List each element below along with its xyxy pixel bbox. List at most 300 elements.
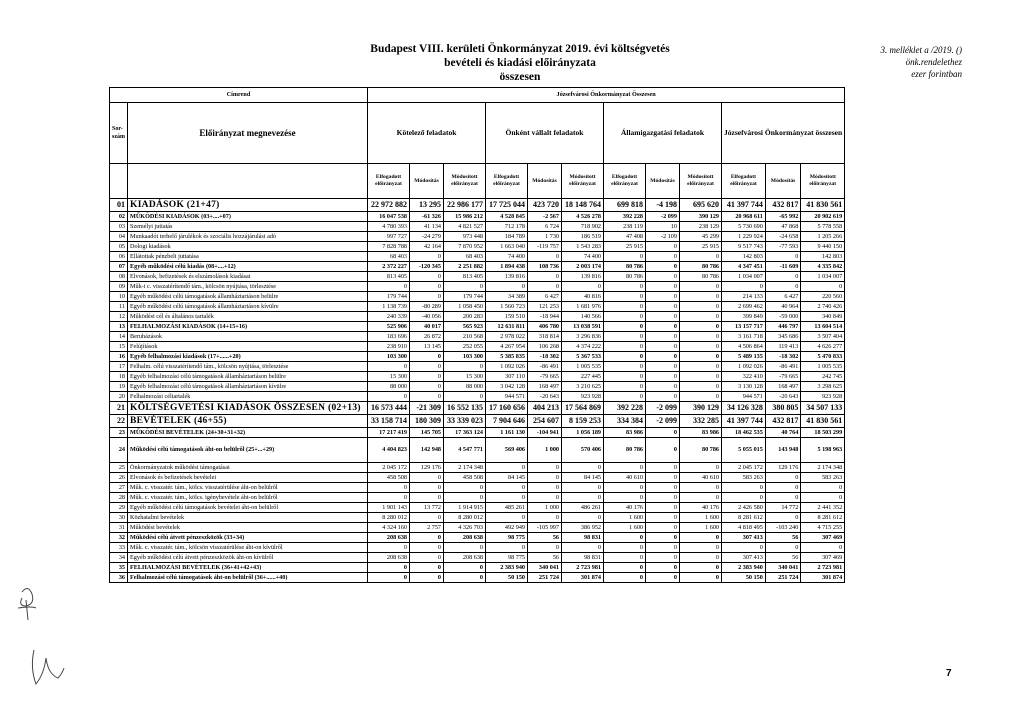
value-cell: -18 944	[528, 312, 562, 322]
value-cell: 9 440 150	[801, 242, 845, 252]
value-cell: 1 205 266	[801, 232, 845, 242]
value-cell: 80 786	[680, 272, 722, 282]
value-cell: 5 470 833	[801, 352, 845, 362]
sub-header: Módosítás	[410, 164, 444, 199]
value-cell: 18 148 764	[562, 199, 604, 212]
value-cell: 944 571	[722, 392, 766, 402]
value-cell: 1 138 739	[368, 302, 410, 312]
row-label: Elvonások, befizetések és elszámolások kiadásai	[128, 272, 368, 282]
value-cell: 34 389	[486, 292, 528, 302]
value-cell: 47 868	[765, 222, 800, 232]
value-cell: 583 263	[722, 473, 766, 483]
row-number: 28	[110, 493, 128, 503]
value-cell: 0	[680, 252, 722, 262]
value-cell: 5 778 558	[801, 222, 845, 232]
value-cell: 40 176	[604, 503, 646, 513]
value-cell: 41 397 744	[722, 199, 766, 212]
row-label: Egyéb működési célú támogatások bevételei áht-on belülről	[128, 503, 368, 513]
value-cell: 0	[646, 262, 680, 272]
value-cell: 4 347 451	[722, 262, 766, 272]
value-cell: 0	[604, 553, 646, 563]
value-cell: 140 566	[562, 312, 604, 322]
value-cell: 1 229 924	[722, 232, 766, 242]
value-cell: 143 948	[765, 438, 800, 463]
value-cell: 15 300	[368, 372, 410, 382]
table-row	[110, 428, 845, 438]
value-cell: 0	[646, 312, 680, 322]
value-cell: -79 665	[765, 372, 800, 382]
value-cell: 0	[562, 493, 604, 503]
value-cell: 0	[604, 312, 646, 322]
value-cell: 17 160 656	[486, 402, 528, 415]
value-cell: -18 302	[528, 352, 562, 362]
value-cell: 40 017	[410, 322, 444, 332]
value-cell: 0	[444, 392, 486, 402]
value-cell: 34 126 328	[722, 402, 766, 415]
value-cell: 0	[368, 493, 410, 503]
value-cell: 1 000	[528, 438, 562, 463]
row-number: 33	[110, 543, 128, 553]
value-cell: 1 005 535	[801, 362, 845, 372]
page-number: 7	[946, 668, 952, 679]
value-cell: 0	[604, 543, 646, 553]
value-cell: 40 610	[604, 473, 646, 483]
value-cell: 0	[646, 242, 680, 252]
value-cell: 0	[646, 332, 680, 342]
value-cell: 0	[368, 563, 410, 573]
row-label: Felújítások	[128, 342, 368, 352]
row-label: Egyéb működési célú kiadás (08+....+12)	[128, 262, 368, 272]
value-cell: 0	[410, 252, 444, 262]
sub-header: Elfogadott előirányzat	[368, 164, 410, 199]
value-cell: 1 681 976	[562, 302, 604, 312]
value-cell: 0	[646, 362, 680, 372]
value-cell: -21 309	[410, 402, 444, 415]
value-cell: -79 665	[528, 372, 562, 382]
value-cell: 0	[680, 483, 722, 493]
value-cell: 83 986	[604, 428, 646, 438]
value-cell: 446 797	[765, 322, 800, 332]
value-cell: 0	[646, 292, 680, 302]
value-cell: 0	[604, 282, 646, 292]
row-label: Munkaadót terhelő járulékok és szociális hozzájárulási adó	[128, 232, 368, 242]
value-cell: 0	[680, 563, 722, 573]
value-cell: 1 056 189	[562, 428, 604, 438]
value-cell: 2 383 940	[486, 563, 528, 573]
value-cell: 74 400	[562, 252, 604, 262]
value-cell: 390 129	[680, 402, 722, 415]
value-cell: 108 736	[528, 262, 562, 272]
value-cell: 17 363 124	[444, 428, 486, 438]
value-cell: 15 986 212	[444, 212, 486, 222]
value-cell: -103 240	[765, 523, 800, 533]
value-cell: 26 872	[410, 332, 444, 342]
value-cell: 0	[368, 282, 410, 292]
value-cell: 2 045 172	[368, 463, 410, 473]
value-cell: 4 374 222	[562, 342, 604, 352]
value-cell: 6 427	[765, 292, 800, 302]
row-label: KIADÁSOK (21+47)	[128, 199, 368, 212]
value-cell: 334 384	[604, 415, 646, 428]
value-cell: 0	[604, 573, 646, 583]
table-row	[110, 473, 845, 483]
value-cell: 0	[680, 312, 722, 322]
value-cell: 80 786	[604, 272, 646, 282]
value-cell: 1 543 283	[562, 242, 604, 252]
value-cell: 0	[646, 342, 680, 352]
value-cell: 80 786	[680, 262, 722, 272]
value-cell: 184 789	[486, 232, 528, 242]
value-cell: 159 510	[486, 312, 528, 322]
value-cell: 183 696	[368, 332, 410, 342]
value-cell: 6 427	[528, 292, 562, 302]
blank-cell	[110, 164, 128, 199]
value-cell: -2 099	[646, 402, 680, 415]
table-row	[110, 242, 845, 252]
value-cell: 0	[528, 543, 562, 553]
row-label: BEVÉTELEK (46+55)	[128, 415, 368, 428]
value-cell: 13 604 514	[801, 322, 845, 332]
value-cell: 14 772	[765, 503, 800, 513]
row-label: Egyéb működési célú átvett pénzeszközök áht-on kívülről	[128, 553, 368, 563]
value-cell: 3 161 718	[722, 332, 766, 342]
value-cell: -77 593	[765, 242, 800, 252]
value-cell: 0	[604, 332, 646, 342]
value-cell: 45 299	[680, 232, 722, 242]
value-cell: 1 914 915	[444, 503, 486, 513]
value-cell: 0	[765, 483, 800, 493]
value-cell: 18 503 299	[801, 428, 845, 438]
value-cell: 0	[368, 573, 410, 583]
value-cell: 84 145	[486, 473, 528, 483]
value-cell: 944 571	[486, 392, 528, 402]
value-cell: 3 298 625	[801, 382, 845, 392]
table-row	[110, 563, 845, 573]
table-row	[110, 252, 845, 262]
row-label: Egyéb felhalmozási kiadások (17+......+20)	[128, 352, 368, 362]
value-cell: 570 406	[562, 438, 604, 463]
value-cell: -119 757	[528, 242, 562, 252]
row-label: Működési célú átvett pénzeszközök (33+34)	[128, 533, 368, 543]
value-cell: 0	[646, 438, 680, 463]
value-cell: -20 643	[765, 392, 800, 402]
value-cell: 0	[604, 533, 646, 543]
value-cell: 0	[410, 533, 444, 543]
value-cell: 180 309	[410, 415, 444, 428]
value-cell: 0	[680, 463, 722, 473]
value-cell: 0	[410, 473, 444, 483]
row-label: Működési cél és általános tartalék	[128, 312, 368, 322]
value-cell: 8 280 012	[444, 513, 486, 523]
value-cell: 83 986	[680, 428, 722, 438]
value-cell: 25 915	[680, 242, 722, 252]
value-cell: 0	[646, 573, 680, 583]
value-cell: 0	[444, 573, 486, 583]
value-cell: 2 723 981	[801, 563, 845, 573]
table-row	[110, 402, 845, 415]
value-cell: 41 397 744	[722, 415, 766, 428]
value-cell: 0	[680, 382, 722, 392]
value-cell: 0	[801, 543, 845, 553]
value-cell: 0	[444, 362, 486, 372]
value-cell: 5 489 135	[722, 352, 766, 362]
value-cell: 432 817	[765, 415, 800, 428]
table-row	[110, 342, 845, 352]
value-cell: 2 003 174	[562, 262, 604, 272]
col-cimrend: Címrend	[110, 88, 368, 103]
sub-header: Elfogadott előirányzat	[604, 164, 646, 199]
value-cell: 254 607	[528, 415, 562, 428]
table-row	[110, 352, 845, 362]
value-cell: 17 564 869	[562, 402, 604, 415]
value-cell: 307 413	[722, 533, 766, 543]
value-cell: 3 042 128	[486, 382, 528, 392]
value-cell: -65 992	[765, 212, 800, 222]
row-label: FELHALMOZÁSI KIADÁSOK (14+15+16)	[128, 322, 368, 332]
value-cell: 492 949	[486, 523, 528, 533]
value-cell: 0	[604, 252, 646, 262]
value-cell: 0	[368, 543, 410, 553]
value-cell: 0	[410, 573, 444, 583]
value-cell: 0	[680, 352, 722, 362]
value-cell: 301 874	[562, 573, 604, 583]
value-cell: 340 041	[528, 563, 562, 573]
row-number: 02	[110, 212, 128, 222]
row-label: Felhalmozási céltartalék	[128, 392, 368, 402]
table-row	[110, 222, 845, 232]
value-cell: 0	[604, 392, 646, 402]
value-cell: 4 821 527	[444, 222, 486, 232]
value-cell: 12 631 811	[486, 322, 528, 332]
sub-header: Elfogadott előirányzat	[486, 164, 528, 199]
value-cell: 0	[646, 352, 680, 362]
value-cell: 4 267 954	[486, 342, 528, 352]
value-cell: 0	[722, 493, 766, 503]
value-cell: 0	[528, 272, 562, 282]
value-cell: 4 526 278	[562, 212, 604, 222]
table-row	[110, 553, 845, 563]
value-cell: -40 056	[410, 312, 444, 322]
value-cell: 0	[410, 272, 444, 282]
sub-header: Elfogadott előirányzat	[722, 164, 766, 199]
value-cell: 712 178	[486, 222, 528, 232]
annex-line-1: 3. melléklet a /2019. ()	[880, 45, 962, 55]
value-cell: -4 198	[646, 199, 680, 212]
table-row	[110, 199, 845, 212]
row-number: 31	[110, 523, 128, 533]
value-cell: 0	[646, 302, 680, 312]
value-cell: 0	[765, 543, 800, 553]
value-cell: 34 507 133	[801, 402, 845, 415]
value-cell: 80 786	[604, 438, 646, 463]
row-number: 21	[110, 402, 128, 415]
table-row	[110, 272, 845, 282]
table-row	[110, 382, 845, 392]
value-cell: 525 906	[368, 322, 410, 332]
row-number: 36	[110, 573, 128, 583]
value-cell: 1 560 723	[486, 302, 528, 312]
value-cell: 0	[486, 483, 528, 493]
value-cell: 41 830 561	[801, 415, 845, 428]
sub-header: Módosított előirányzat	[680, 164, 722, 199]
value-cell: 3 210 625	[562, 382, 604, 392]
value-cell: 322 410	[722, 372, 766, 382]
value-cell: 0	[528, 513, 562, 523]
value-cell: 0	[604, 493, 646, 503]
row-label: FELHALMOZÁSI BEVÉTELEK (36+41+42+43)	[128, 563, 368, 573]
value-cell: 208 638	[368, 553, 410, 563]
value-cell: 0	[801, 483, 845, 493]
row-label: MŰKÖDÉSI KIADÁSOK (03+....+07)	[128, 212, 368, 222]
value-cell: 74 400	[486, 252, 528, 262]
value-cell: 0	[410, 282, 444, 292]
value-cell: 1 092 026	[486, 362, 528, 372]
value-cell: 16 552 135	[444, 402, 486, 415]
row-number: 32	[110, 533, 128, 543]
value-cell: 0	[646, 463, 680, 473]
value-cell: 13 772	[410, 503, 444, 513]
value-cell: 6 724	[528, 222, 562, 232]
value-cell: 0	[562, 463, 604, 473]
value-cell: 16 573 444	[368, 402, 410, 415]
value-cell: 0	[646, 372, 680, 382]
value-cell: 380 805	[765, 402, 800, 415]
value-cell: 22 972 882	[368, 199, 410, 212]
value-cell: -2 099	[646, 212, 680, 222]
row-label: Ellátottak pénzbeli juttatása	[128, 252, 368, 262]
value-cell: -61 326	[410, 212, 444, 222]
row-label: Felhalmozási célú támogatások áht-on belülről (36+......+40)	[128, 573, 368, 583]
value-cell: 699 818	[604, 199, 646, 212]
table-row	[110, 543, 845, 553]
sub-header: Módosított előirányzat	[801, 164, 845, 199]
table-row	[110, 362, 845, 372]
value-cell: 0	[680, 372, 722, 382]
value-cell: 386 952	[562, 523, 604, 533]
value-cell: 0	[562, 282, 604, 292]
value-cell: 1 901 143	[368, 503, 410, 513]
value-cell: 332 285	[680, 415, 722, 428]
row-number: 13	[110, 322, 128, 332]
value-cell: 0	[604, 563, 646, 573]
value-cell: 238 910	[368, 342, 410, 352]
value-cell: 0	[646, 533, 680, 543]
value-cell: 251 724	[528, 573, 562, 583]
value-cell: 129 176	[410, 463, 444, 473]
value-cell: 40 964	[765, 302, 800, 312]
value-cell: 0	[604, 463, 646, 473]
value-cell: 0	[646, 503, 680, 513]
value-cell: 0	[604, 372, 646, 382]
value-cell: 208 638	[444, 533, 486, 543]
value-cell: 399 849	[722, 312, 766, 322]
value-cell: 301 874	[801, 573, 845, 583]
value-cell: 0	[410, 292, 444, 302]
value-cell: -2 567	[528, 212, 562, 222]
value-cell: 168 497	[765, 382, 800, 392]
value-cell: 404 213	[528, 402, 562, 415]
row-number: 20	[110, 392, 128, 402]
value-cell: 0	[680, 282, 722, 292]
value-cell: -80 289	[410, 302, 444, 312]
value-cell: 98 831	[562, 533, 604, 543]
value-cell: 13 145	[410, 342, 444, 352]
value-cell: -120 345	[410, 262, 444, 272]
value-cell: 98 775	[486, 553, 528, 563]
value-cell: 4 335 842	[801, 262, 845, 272]
row-number: 19	[110, 382, 128, 392]
row-label: Műk-i c. visszatérítendő tám., kölcsön nyújtása, törlesztése	[128, 282, 368, 292]
value-cell: 0	[646, 563, 680, 573]
value-cell: 0	[444, 483, 486, 493]
value-cell: 7 828 788	[368, 242, 410, 252]
value-cell: 145 705	[410, 428, 444, 438]
value-cell: 252 055	[444, 342, 486, 352]
row-number: 25	[110, 463, 128, 473]
value-cell: 88 000	[444, 382, 486, 392]
value-cell: 0	[765, 252, 800, 262]
value-cell: 142 803	[801, 252, 845, 262]
value-cell: 0	[562, 483, 604, 493]
value-cell: 1 000	[528, 503, 562, 513]
value-cell: 0	[680, 342, 722, 352]
blank-cell	[128, 164, 368, 199]
table-row	[110, 513, 845, 523]
table-row	[110, 463, 845, 473]
value-cell: 4 780 393	[368, 222, 410, 232]
value-cell: 168 497	[528, 382, 562, 392]
row-number: 09	[110, 282, 128, 292]
row-number: 07	[110, 262, 128, 272]
row-number: 10	[110, 292, 128, 302]
value-cell: -24 658	[765, 232, 800, 242]
row-label: MŰKÖDÉSI BEVÉTELEK (24+30+31+32)	[128, 428, 368, 438]
value-cell: 813 405	[444, 272, 486, 282]
value-cell: 0	[680, 493, 722, 503]
value-cell: 569 406	[486, 438, 528, 463]
col-group-total: Józsefvárosi Önkormányzat Összesen	[368, 88, 845, 103]
value-cell: 88 000	[368, 382, 410, 392]
value-cell: 2 723 981	[562, 563, 604, 573]
value-cell: 240 339	[368, 312, 410, 322]
value-cell: 0	[722, 543, 766, 553]
value-cell: 2 757	[410, 523, 444, 533]
value-cell: 485 261	[486, 503, 528, 513]
value-cell: 56	[765, 533, 800, 543]
value-cell: 242 745	[801, 372, 845, 382]
value-cell: 0	[486, 493, 528, 503]
value-cell: 2 383 940	[722, 563, 766, 573]
value-cell: 5 055 015	[722, 438, 766, 463]
value-cell: 2 978 022	[486, 332, 528, 342]
value-cell: 0	[604, 292, 646, 302]
value-cell: 17 725 044	[486, 199, 528, 212]
row-number: 12	[110, 312, 128, 322]
value-cell: 0	[646, 543, 680, 553]
value-cell: 0	[486, 513, 528, 523]
group-header: Józsefvárosi Önkormányzat összesen	[722, 103, 845, 164]
value-cell: -11 609	[765, 262, 800, 272]
value-cell: 4 626 277	[801, 342, 845, 352]
value-cell: 0	[722, 282, 766, 292]
value-cell: 0	[528, 473, 562, 483]
value-cell: 0	[528, 493, 562, 503]
value-cell: 0	[368, 392, 410, 402]
value-cell: 4 324 160	[368, 523, 410, 533]
value-cell: 0	[765, 493, 800, 503]
value-cell: 40 816	[562, 292, 604, 302]
table-row	[110, 438, 845, 463]
